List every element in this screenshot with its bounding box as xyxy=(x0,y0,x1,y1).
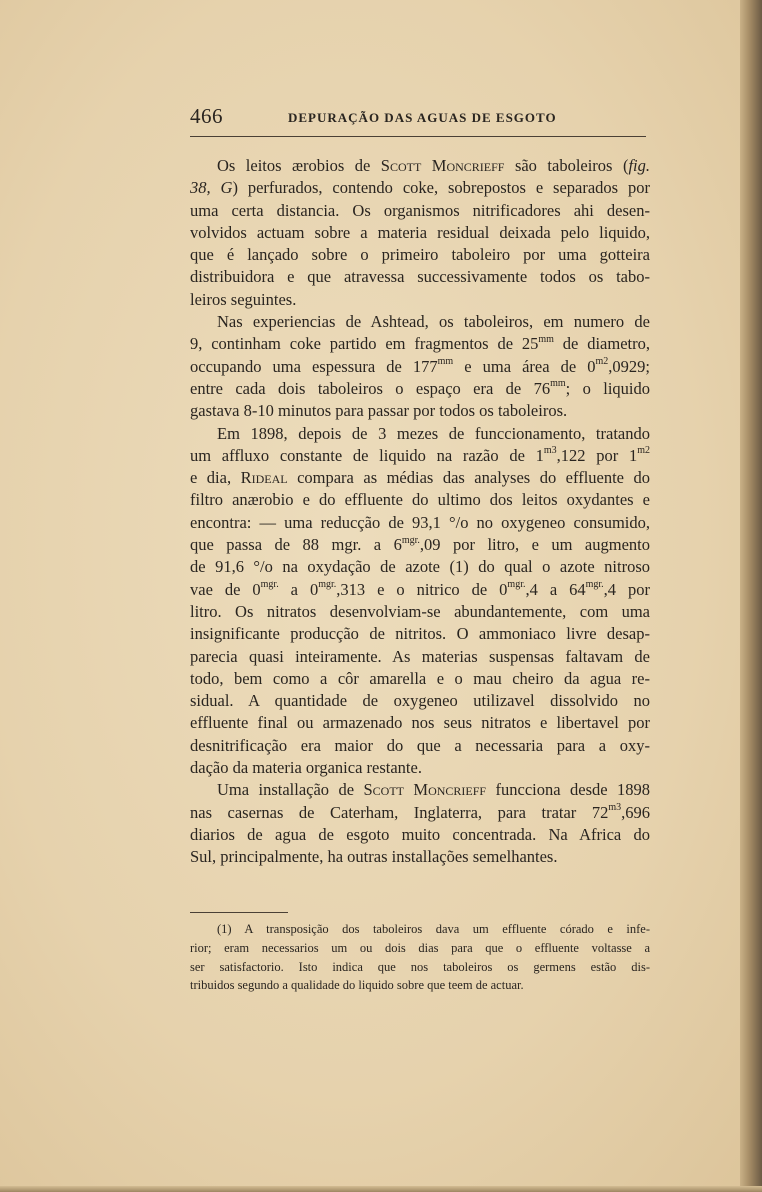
page-number: 466 xyxy=(190,104,223,128)
unit-superscript: mm xyxy=(538,333,554,345)
text-run: a 0 xyxy=(278,579,319,599)
author-name: Scott Moncrieff xyxy=(363,780,487,800)
page-header xyxy=(190,104,646,134)
text-line: volvidos actuam sobre a materia residual deixada pelo liquido, xyxy=(190,222,650,242)
text-run: um affluxo constante de liquido na razão de 1 xyxy=(190,445,544,465)
text-line: litro. Os nitratos desenvolviam-se abundantemente, com uma xyxy=(190,601,650,621)
text-run: são taboleiros ( xyxy=(504,156,629,175)
footnote-line: ser satisfactorio. Isto indica que nos taboleiros os germens estão dis- xyxy=(190,959,650,974)
text-line xyxy=(190,333,650,355)
page-bottom-edge xyxy=(0,1186,762,1192)
text-line: diarios de agua de esgoto muito concentrada. Na Africa do xyxy=(190,824,650,844)
unit-superscript: m3 xyxy=(608,802,622,814)
figure-ref: fig. xyxy=(628,156,650,175)
body-text xyxy=(190,155,650,869)
text-run: e dia, xyxy=(190,468,241,488)
book-gutter xyxy=(740,0,762,1192)
running-title: DEPURAÇÃO DAS AGUAS DE ESGOTO xyxy=(288,110,557,125)
text-line: encontra: — uma reducção de 93,1 °/o no oxygeneo consumido, xyxy=(190,512,650,532)
text-run: entre cada dois taboleiros o espaço era de 76 xyxy=(190,378,551,398)
text-run: vae de 0 xyxy=(190,579,261,599)
text-line: Nas experiencias de Ashtead, os taboleiros, em numero de xyxy=(217,312,650,332)
text-line: leiros seguintes. xyxy=(190,289,297,309)
text-line: de 91,6 °/o na oxydação de azote (1) do qual o azote nitroso xyxy=(190,557,650,577)
unit-superscript: mgr. xyxy=(507,579,526,591)
unit-superscript: mm xyxy=(550,378,566,390)
text-line: parecia quasi inteiramente. As materias suspensas faltavam de xyxy=(190,646,650,666)
text-line xyxy=(190,356,650,378)
text-run: ,4 a 64 xyxy=(525,579,586,599)
footnote-line: tribuidos segundo a qualidade do liquido sobre que teem de actuar. xyxy=(190,978,524,993)
text-run: ,4 por xyxy=(603,579,651,599)
text-line: effluente final ou armazenado nos seus nitratos e libertavel por xyxy=(190,713,650,733)
text-line: que é lançado sobre o primeiro taboleiro por uma gotteira xyxy=(190,245,650,265)
text-run: ,313 e o nitrico de 0 xyxy=(336,579,508,599)
text-run: nas casernas de Caterham, Inglaterra, para tratar 72 xyxy=(190,802,609,822)
text-line xyxy=(190,445,650,467)
text-line xyxy=(190,802,650,824)
author-name: Scott Moncrieff xyxy=(380,156,505,175)
text-line: uma certa distancia. Os organismos nitrificadores ahi desen- xyxy=(190,200,650,220)
text-run: de diametro, xyxy=(553,334,650,354)
text-line: insignificante producção de nitritos. O ammoniaco livre desap- xyxy=(190,624,650,644)
unit-superscript: m3 xyxy=(543,445,557,457)
footnote-line: rior; eram necessarios um ou dois dias para que o effluente voltasse a xyxy=(190,940,650,955)
text-run: occupando uma espessura de 177 xyxy=(190,356,438,376)
text-line: todo, bem como a côr amarella e o mau cheiro da agua re- xyxy=(190,668,650,688)
text-run: Os leitos ærobios de xyxy=(217,156,381,175)
text-line xyxy=(190,378,650,400)
unit-superscript: mm xyxy=(437,356,454,368)
footnote-rule xyxy=(190,912,288,913)
text-line xyxy=(190,534,650,556)
text-line: Em 1898, depois de 3 mezes de funccionamento, tratando xyxy=(217,423,650,443)
text-line xyxy=(190,155,650,177)
text-line: dação da materia organica restante. xyxy=(190,758,422,778)
text-run: ,09 por litro, e um augmento xyxy=(419,535,650,555)
unit-superscript: m2 xyxy=(637,445,650,457)
text-run: funcciona desde 1898 xyxy=(486,780,650,800)
footnote-line: (1) A transposição dos taboleiros dava um effluente córado e infe- xyxy=(217,922,650,936)
text-run: que passa de 88 mgr. a 6 xyxy=(190,535,402,555)
text-line xyxy=(190,467,650,489)
unit-superscript: m2 xyxy=(595,356,609,368)
text-run: ,696 xyxy=(621,802,650,822)
footnote xyxy=(190,920,650,995)
text-line: Sul, principalmente, ha outras installações semelhantes. xyxy=(190,847,558,867)
figure-ref: 38, G xyxy=(190,178,233,198)
text-line: distribuidora e que atravessa successivamente todos os tabo- xyxy=(190,267,650,287)
text-run: e uma área de 0 xyxy=(453,356,596,376)
text-run: 9, continham coke partido em fragmentos de 25 xyxy=(190,334,539,354)
text-line: filtro anærobio e do effluente do ultimo dos leitos oxydantes e xyxy=(190,490,650,510)
header-rule xyxy=(190,136,646,137)
unit-superscript: mgr. xyxy=(260,579,279,591)
author-name: Rideal xyxy=(240,468,288,488)
unit-superscript: mgr. xyxy=(401,534,420,546)
text-run: ; o liquido xyxy=(565,378,651,398)
text-line xyxy=(190,177,650,199)
text-line: sidual. A quantidade de oxygeneo utilizavel dissolvido no xyxy=(190,691,650,711)
text-line: desnitrificação era maior do que a necessaria para a oxy- xyxy=(190,735,650,755)
text-run: compara as médias das analyses do effluente do xyxy=(287,468,650,488)
text-line xyxy=(190,579,650,601)
text-run: ,0929; xyxy=(608,356,650,376)
text-run: ) perfurados, contendo coke, sobrepostos e separados por xyxy=(232,178,650,198)
unit-superscript: mgr. xyxy=(318,579,337,591)
text-run: ,122 por 1 xyxy=(556,445,638,465)
unit-superscript: mgr. xyxy=(585,579,604,591)
text-line xyxy=(190,779,650,801)
text-run: Uma installação de xyxy=(217,780,364,800)
text-line: gastava 8-10 minutos para passar por todos os taboleiros. xyxy=(190,401,568,421)
